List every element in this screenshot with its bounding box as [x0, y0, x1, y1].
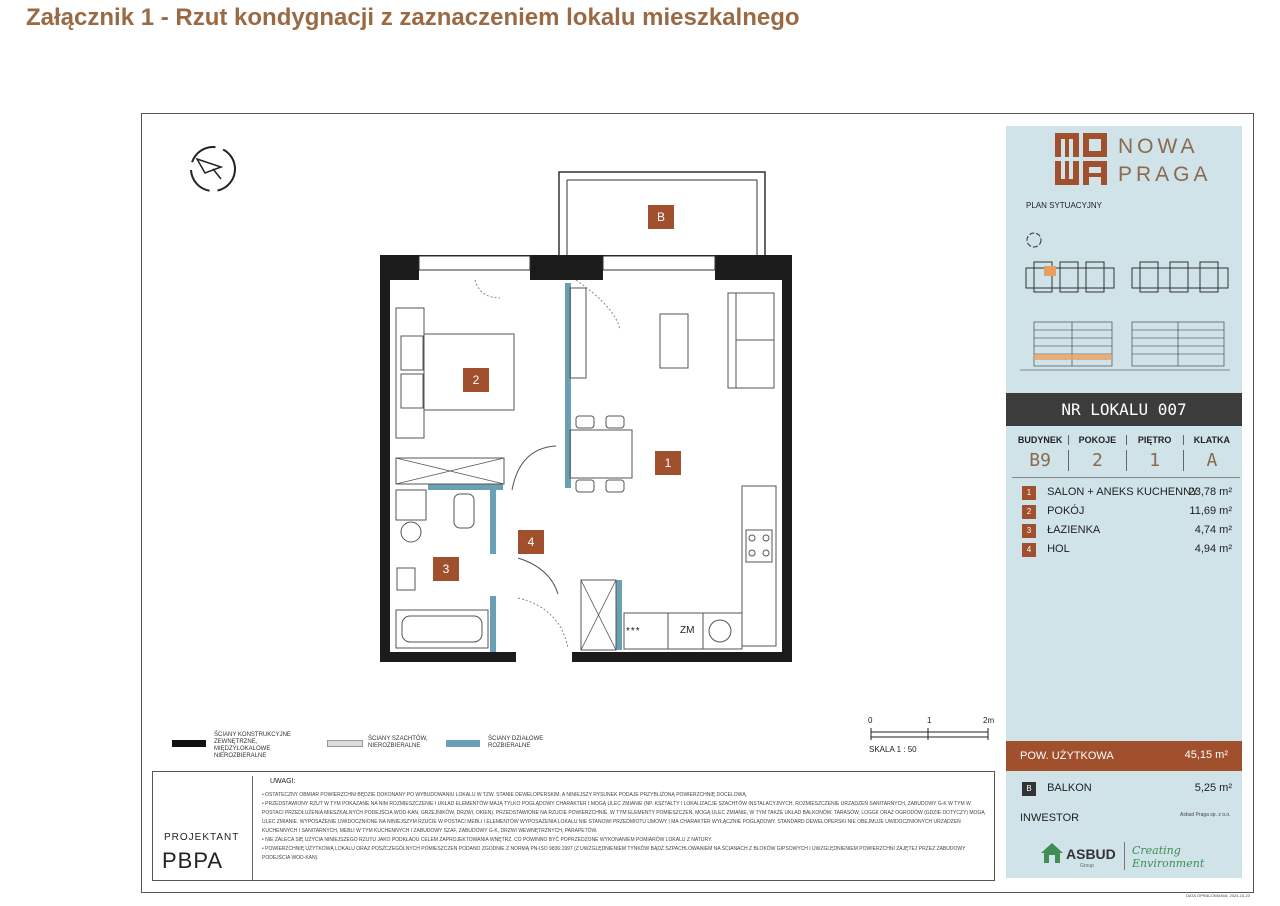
info-value-budynek: B9 — [1029, 450, 1051, 471]
balkon-area: 5,25 m² — [1194, 782, 1232, 794]
notes-divider — [252, 776, 253, 880]
page-title: Załącznik 1 - Rzut kondygnacji z zaznaczeniem lokalu mieszkalnego — [26, 4, 800, 31]
room-row-num: 4 — [1022, 543, 1036, 557]
brand-line2: PRAGA — [1118, 163, 1212, 186]
zm-label: ZM — [680, 625, 695, 636]
scale-bar — [870, 728, 995, 742]
asbud-sub: Group — [1080, 863, 1094, 869]
room-row-2 — [1022, 505, 1232, 519]
pow-value: 45,15 m² — [1184, 749, 1228, 761]
lokal-header: NR LOKALU 007 — [1061, 400, 1187, 419]
house-icon — [1040, 842, 1064, 864]
room-badge-2: 2 — [463, 368, 489, 392]
room-badge-4: 4 — [518, 530, 544, 554]
room-row-num: 3 — [1022, 524, 1036, 538]
room-row-1 — [1022, 486, 1232, 500]
oven-label: *** — [626, 626, 641, 637]
projektant-label: PROJEKTANT — [164, 832, 240, 843]
balkon-row — [1022, 782, 1232, 796]
rooms-divider — [1012, 477, 1240, 478]
scale-tick-0: 0 — [868, 716, 873, 725]
projektant-logo: PBPA — [162, 848, 224, 873]
room-row-area: 4,94 m² — [1194, 543, 1232, 555]
scale-tick-1: 1 — [927, 716, 932, 725]
room-row-num: 2 — [1022, 505, 1036, 519]
scale-label: SKALA 1 : 50 — [869, 745, 917, 754]
plan-sytuacyjny-label: PLAN SYTUACYJNY — [1026, 201, 1103, 210]
asbud-tagline-1: Creating — [1132, 844, 1181, 857]
uwagi-title: UWAGI: — [270, 778, 296, 785]
legend-structural-label: ŚCIANY KONSTRUKCYJNE ZEWNĘTRZNE, MIĘDZYLOKALOWE NIEROZBIERALNE — [214, 732, 291, 759]
inwestor-address: Asbud Praga sp. z o.o. — [1180, 812, 1231, 818]
info-header-budynek: BUDYNEK — [1017, 435, 1063, 445]
legend-partition-line — [446, 740, 480, 747]
inwestor-label: INWESTOR — [1020, 812, 1080, 824]
room-row-4 — [1022, 543, 1232, 557]
balkon-label: BALKON — [1047, 782, 1092, 794]
room-row-name: HOL — [1047, 543, 1070, 555]
info-value-klatka: A — [1183, 450, 1240, 471]
info-values — [1012, 450, 1240, 471]
legend-structural-line — [172, 740, 206, 747]
room-row-num: 1 — [1022, 486, 1036, 500]
asbud-divider — [1124, 842, 1125, 870]
room-badge-1: 1 — [655, 451, 681, 475]
info-value-pietro: 1 — [1126, 450, 1183, 471]
north-arrow-icon — [187, 143, 239, 195]
uwagi-list — [262, 791, 990, 877]
nowa-praga-logo-icon — [1055, 133, 1111, 187]
room-row-area: 23,78 m² — [1188, 486, 1232, 498]
date-footer: DATA OPRACOWANIA: 2024-10-23 — [1186, 893, 1250, 898]
brand-line1: NOWA — [1118, 135, 1199, 158]
legend-shaft-line — [327, 740, 363, 747]
room-row-area: 4,74 m² — [1194, 524, 1232, 536]
room-row-name: ŁAZIENKA — [1047, 524, 1101, 536]
info-headers — [1012, 435, 1240, 445]
balcony-badge: B — [648, 205, 674, 229]
scale-tick-2: 2m — [983, 716, 995, 725]
legend-partition-label: ŚCIANY DZIAŁOWE ROZBIERALNE — [488, 736, 544, 749]
pow-label: POW. UŻYTKOWA — [1020, 750, 1114, 762]
legend-shaft-label: ŚCIANY SZACHTÓW, NIEROZBIERALNE — [368, 736, 428, 749]
uwagi-item: • OSTATECZNY OBMIAR POWIERZCHNI BĘDZIE DOKONANY PO WYBUDOWANIU LOKALU W TZW. STANIE DEWELOPERSKIM, A NINIEJSZY RYSUNEK PODAJE PRZYBLIŻONĄ POWIERZCHNIĘ DOCELOWĄ. — [262, 792, 748, 798]
info-header-klatka: KLATKA — [1183, 435, 1240, 445]
room-row-3 — [1022, 524, 1232, 538]
uwagi-item: • POWIERZCHNIĘ UŻYTKOWĄ LOKALU ORAZ POSZCZEGÓLNYCH POMIESZCZEŃ PODANO ZGODNIE Z NORMĄ PN-ISO 9836:1997 (Z UWZGLĘDNIENIEM TYNKÓW BĄDŹ SZPACHLOWANIEM NA ŚCIANACH Z BLOKÓW GIPSOWYCH I UWZGLĘDNIENIEM POWIERZCHNI ZAJĘTEJ PRZEZ ZABUDOWY PODEJŚCIA WOD-KAN). — [262, 846, 966, 861]
asbud-tagline-2: Environment — [1132, 857, 1205, 870]
uwagi-item: • NIE ZALECA SIĘ UŻYCIA NINIEJSZEGO RZUTU JAKO PODKŁADU CELEM ZAPROJEKTOWANIA WNĘTRZ, CO POWINNO BYĆ POPRZEDZONE WYKONANIEM POMIARÓW LOKALU Z NATURY. — [262, 837, 713, 843]
room-row-name: POKÓJ — [1047, 505, 1085, 517]
room-badge-3: 3 — [433, 557, 459, 581]
info-value-pokoje: 2 — [1068, 450, 1125, 471]
room-row-area: 11,69 m² — [1189, 505, 1232, 517]
site-plan-diagram — [1020, 230, 1235, 380]
uwagi-item: • PRZEDSTAWIONY RZUT W TYM POKAZANE NA NIM ROZMIESZCZENIE I UKŁAD ELEMENTÓW MAJĄ TYLKO POGLĄDOWY CHARAKTER I MOGĄ ULEC ZMIANIE (NP. KSZTAŁTY I LOKALIZACJE SZACHTÓW INSTALACYJNYCH, ROZMIESZCZENIE URZĄDZEŃ SANITARNYCH, ZABUDOWY G-K W TYM W POSTACI PRZEDŁUŻENIA MIESZKALNYCH PODEJŚCIA WOD-KAN, GRZEJNIKÓW, DRZWI, OKIEN). PRZEDSTAWIONE NA RZUCIE POWIERZCHNIE, W TYM ELEMENTY POMIESZCZEŃ, MOGĄ ULEC ZMIANIE, W TYM TAKŻE UKŁAD BALKONÓW, TARASÓW, LOGGII ORAZ OGRODÓW (GDZIE DOTYCZY) MOGĄ ULEC ZMIANIE. WYPOSAŻENIE UWIDOCZNIONE NA NINIEJSZYM RZUCIE W POSTACI MEBLI I ELEMENTÓW WYPOSAŻENIA LOKALU NIE STANOWI PRZEDMIOTU UMOWY I MA CHARAKTER WYŁĄCZNIE POGLĄDOWY. STANDARD DEWELOPERSKI NIE OBEJMUJE UWIDOCZNIONYCH URZĄDZEŃ KUCHENNYCH I SANITARNYCH, MEBLI W TYM KUCHENNYCH I ZABUDOWY SZAF, ZABUDOWY G-K, DRZWI WEWNĘTRZNYCH, PARAPETÓW. — [262, 801, 985, 834]
asbud-logo: ASBUD — [1066, 846, 1116, 862]
info-header-pietro: PIĘTRO — [1126, 435, 1183, 445]
info-header-pokoje: POKOJE — [1068, 435, 1125, 445]
room-row-name: SALON + ANEKS KUCHENNY — [1047, 486, 1199, 498]
floor-plan — [380, 168, 795, 663]
balkon-num: B — [1022, 782, 1036, 796]
